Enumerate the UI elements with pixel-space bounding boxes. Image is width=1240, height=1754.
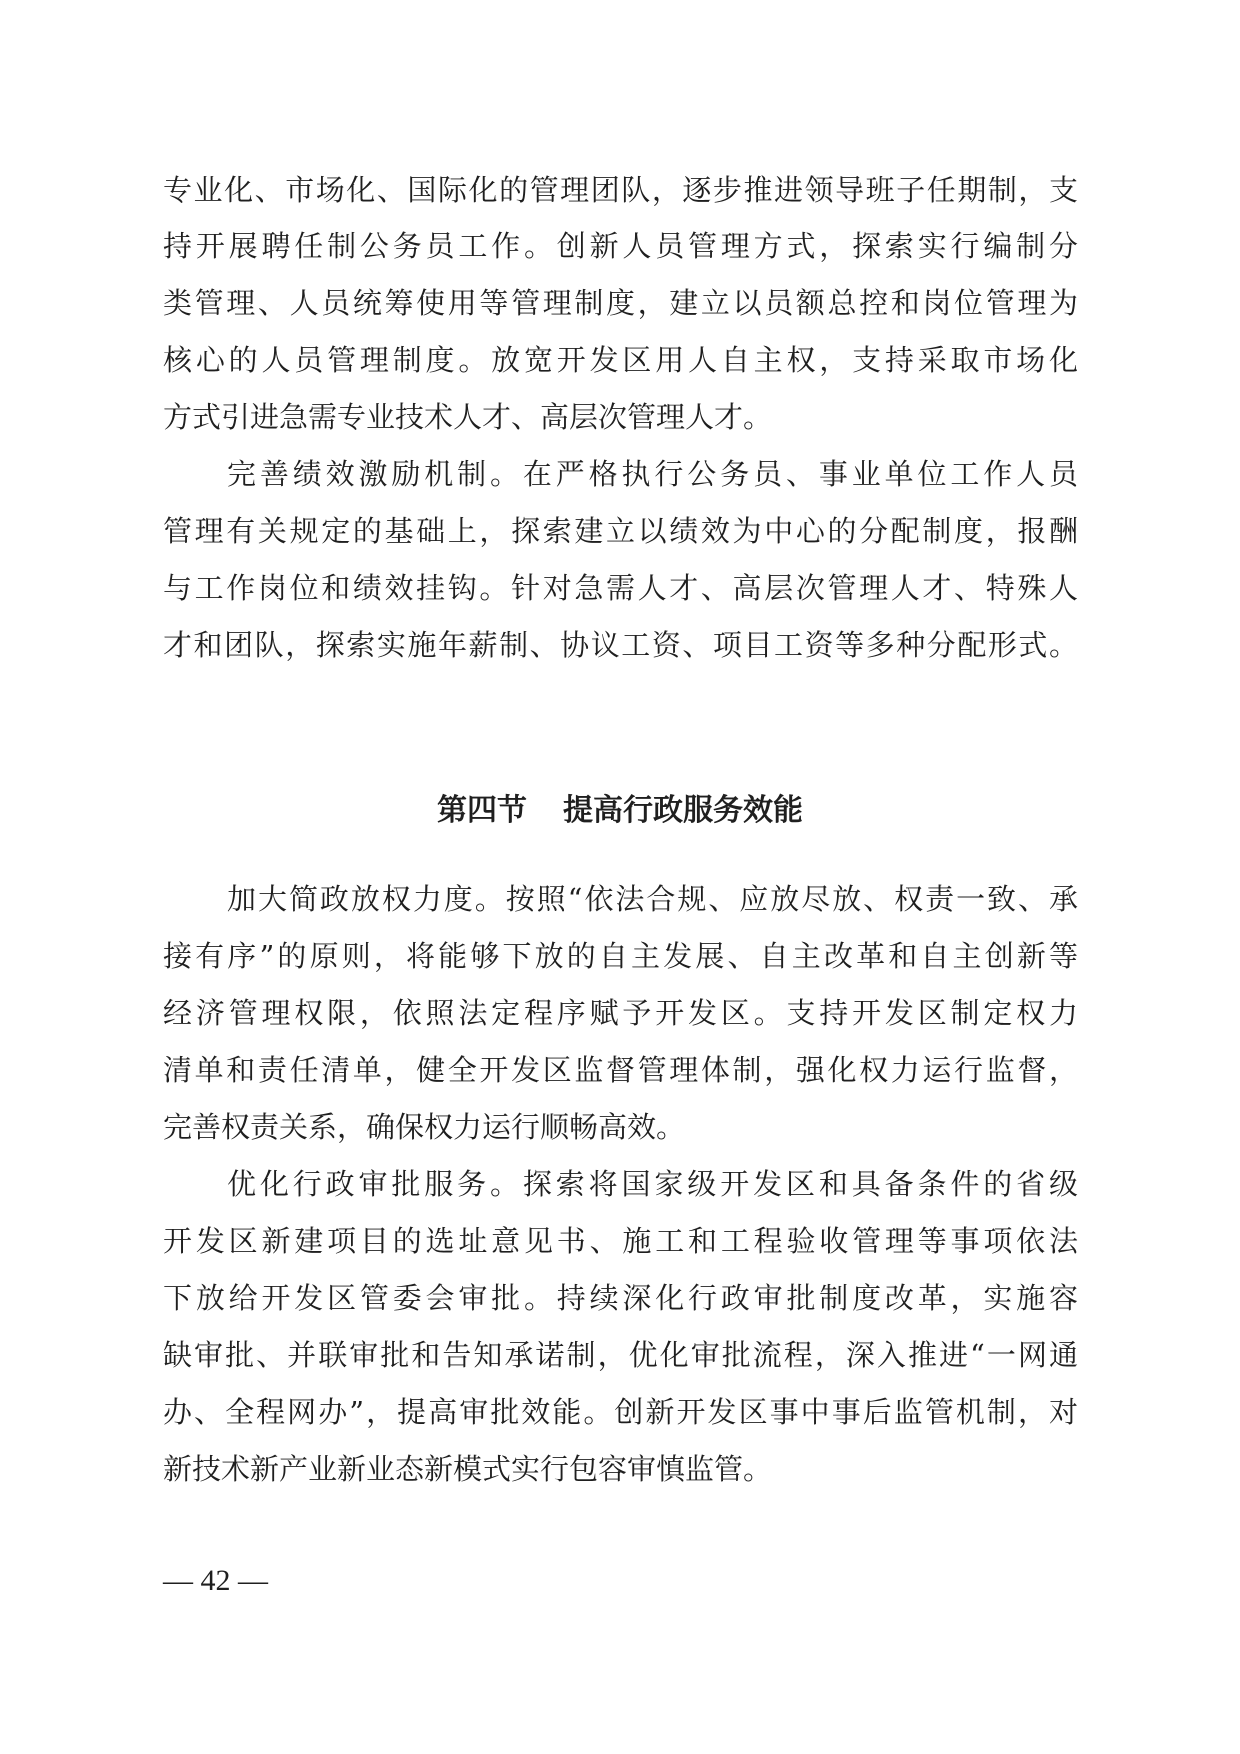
- text-line: 方式引进急需专业技术人才、高层次管理人才。: [163, 400, 773, 434]
- text-line: 核心的人员管理制度。放宽开发区用人自主权，支持采取市场化: [163, 343, 1078, 377]
- text-line: 专业化、市场化、国际化的管理团队，逐步推进领导班子任期制，支: [163, 173, 1078, 207]
- text-line: 才和团队，探索实施年薪制、协议工资、项目工资等多种分配形式。: [163, 628, 1078, 662]
- text-line: 下放给开发区管委会审批。持续深化行政审批制度改革，实施容: [163, 1281, 1078, 1315]
- section-number: 第四节: [437, 793, 527, 828]
- text-line: 管理有关规定的基础上，探索建立以绩效为中心的分配制度，报酬: [163, 514, 1078, 548]
- text-line: 开发区新建项目的选址意见书、施工和工程验收管理等事项依法: [163, 1224, 1078, 1258]
- page-number: — 42 —: [163, 1564, 268, 1597]
- text-line: 经济管理权限，依照法定程序赋予开发区。支持开发区制定权力: [163, 996, 1078, 1030]
- text-line: 缺审批、并联审批和告知承诺制，优化审批流程，深入推进“一网通: [163, 1338, 1078, 1372]
- text-line: 持开展聘任制公务员工作。创新人员管理方式，探索实行编制分: [163, 229, 1078, 263]
- text-line: 完善绩效激励机制。在严格执行公务员、事业单位工作人员: [227, 457, 1078, 491]
- text-line: 与工作岗位和绩效挂钩。针对急需人才、高层次管理人才、特殊人: [163, 571, 1078, 605]
- text-line: 办、全程网办”，提高审批效能。创新开发区事中事后监管机制，对: [163, 1395, 1078, 1429]
- text-line: 加大简政放权力度。按照“依法合规、应放尽放、权责一致、承: [227, 882, 1078, 916]
- text-line: 新技术新产业新业态新模式实行包容审慎监管。: [163, 1452, 773, 1486]
- section-title: 提高行政服务效能: [563, 793, 803, 828]
- section-heading: [0, 786, 1240, 836]
- text-line: 接有序”的原则，将能够下放的自主发展、自主改革和自主创新等: [163, 939, 1078, 973]
- text-line: 类管理、人员统筹使用等管理制度，建立以员额总控和岗位管理为: [163, 286, 1078, 320]
- text-line: 完善权责关系，确保权力运行顺畅高效。: [163, 1110, 686, 1144]
- text-line: 清单和责任清单，健全开发区监督管理体制，强化权力运行监督，: [163, 1053, 1078, 1087]
- text-line: 优化行政审批服务。探索将国家级开发区和具备条件的省级: [227, 1167, 1078, 1201]
